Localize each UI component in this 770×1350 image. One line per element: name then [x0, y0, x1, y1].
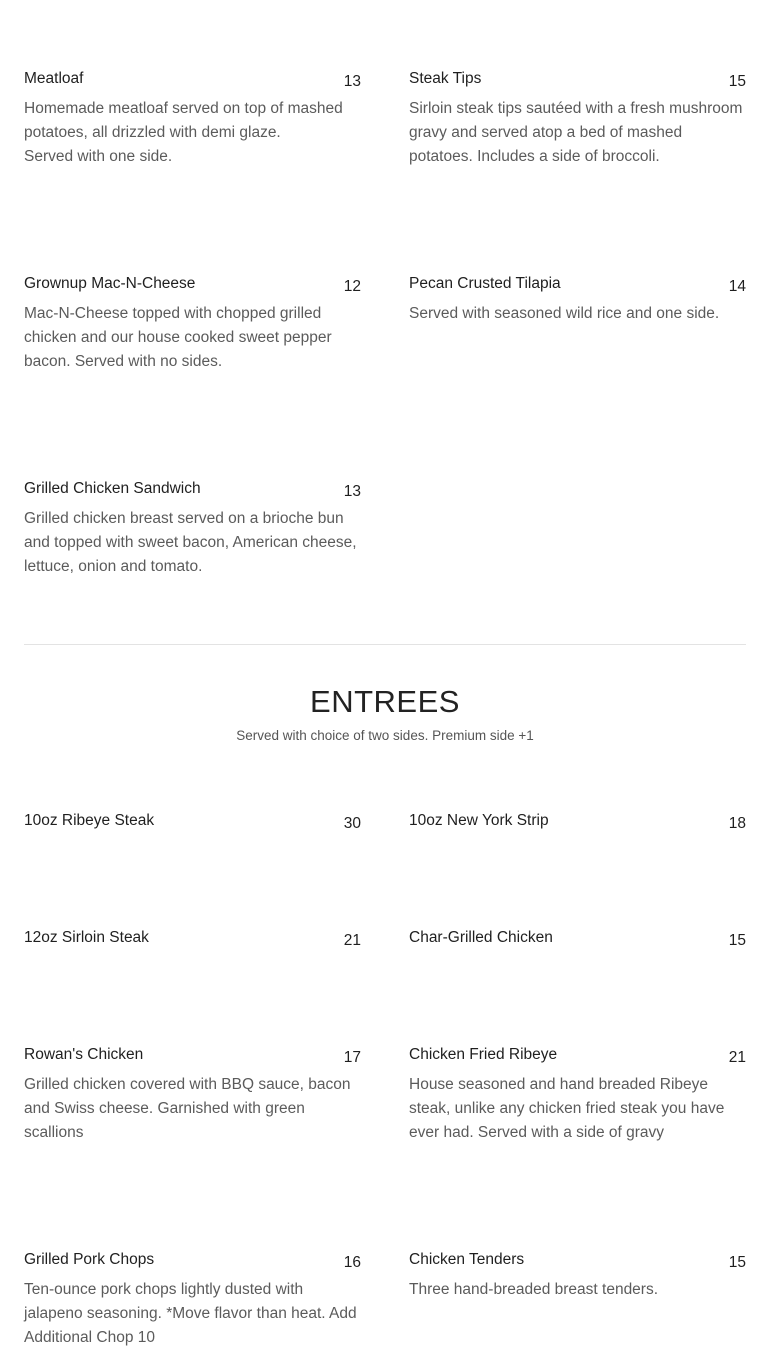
item-description: Sirloin steak tips sautéed with a fresh mushroom gravy and served atop a bed of mashed potatoes. Includes a side of broccoli. [409, 100, 743, 165]
item-price: 21 [728, 1049, 746, 1066]
item-name: Grownup Mac-N-Cheese [24, 275, 196, 292]
item-price: 16 [343, 1254, 361, 1271]
item-description: Served with seasoned wild rice and one side. [409, 305, 720, 322]
section-subtitle: Served with choice of two sides. Premium side +1 [236, 728, 534, 743]
section-title: ENTREES [310, 684, 460, 719]
item-name: 10oz New York Strip [409, 812, 549, 829]
item-name: 10oz Ribeye Steak [24, 812, 155, 829]
item-name: 12oz Sirloin Steak [24, 929, 149, 946]
item-description: Ten-ounce pork chops lightly dusted with jalapeno seasoning. *Move flavor than heat. Add Additional Chop 10 [24, 1281, 357, 1346]
item-name: Chicken Tenders [409, 1251, 525, 1268]
item-description: Grilled chicken covered with BBQ sauce, bacon and Swiss cheese. Garnished with green scallions [24, 1076, 351, 1141]
section-divider [24, 644, 746, 645]
item-name: Rowan's Chicken [24, 1046, 144, 1063]
item-price: 17 [343, 1049, 361, 1066]
item-name: Char-Grilled Chicken [409, 929, 553, 946]
item-price: 12 [343, 278, 361, 295]
item-price: 14 [728, 278, 746, 295]
item-description: Grilled chicken breast served on a brioche bun and topped with sweet bacon, American cheese, lettuce, onion and tomato. [24, 510, 357, 575]
item-description: Three hand-breaded breast tenders. [409, 1281, 659, 1298]
item-name: Grilled Chicken Sandwich [24, 480, 201, 497]
item-name: Pecan Crusted Tilapia [409, 275, 561, 292]
item-description: Homemade meatloaf served on top of mashed potatoes, all drizzled with demi glaze. Served with one side. [24, 100, 343, 165]
item-description: House seasoned and hand breaded Ribeye steak, unlike any chicken fried steak you have ever had. Served with a side of gravy [409, 1076, 725, 1141]
item-description: Mac-N-Cheese topped with chopped grilled chicken and our house cooked sweet pepper bacon. Served with no sides. [24, 305, 332, 370]
item-name: Steak Tips [409, 70, 482, 87]
item-name: Chicken Fried Ribeye [409, 1046, 558, 1063]
item-price: 13 [343, 73, 361, 90]
item-price: 21 [343, 932, 361, 949]
item-price: 15 [728, 932, 746, 949]
item-price: 30 [343, 815, 361, 832]
item-price: 13 [343, 483, 361, 500]
item-price: 15 [728, 1254, 746, 1271]
item-name: Meatloaf [24, 70, 84, 87]
item-price: 18 [728, 815, 746, 832]
item-name: Grilled Pork Chops [24, 1251, 155, 1268]
item-price: 15 [728, 73, 746, 90]
